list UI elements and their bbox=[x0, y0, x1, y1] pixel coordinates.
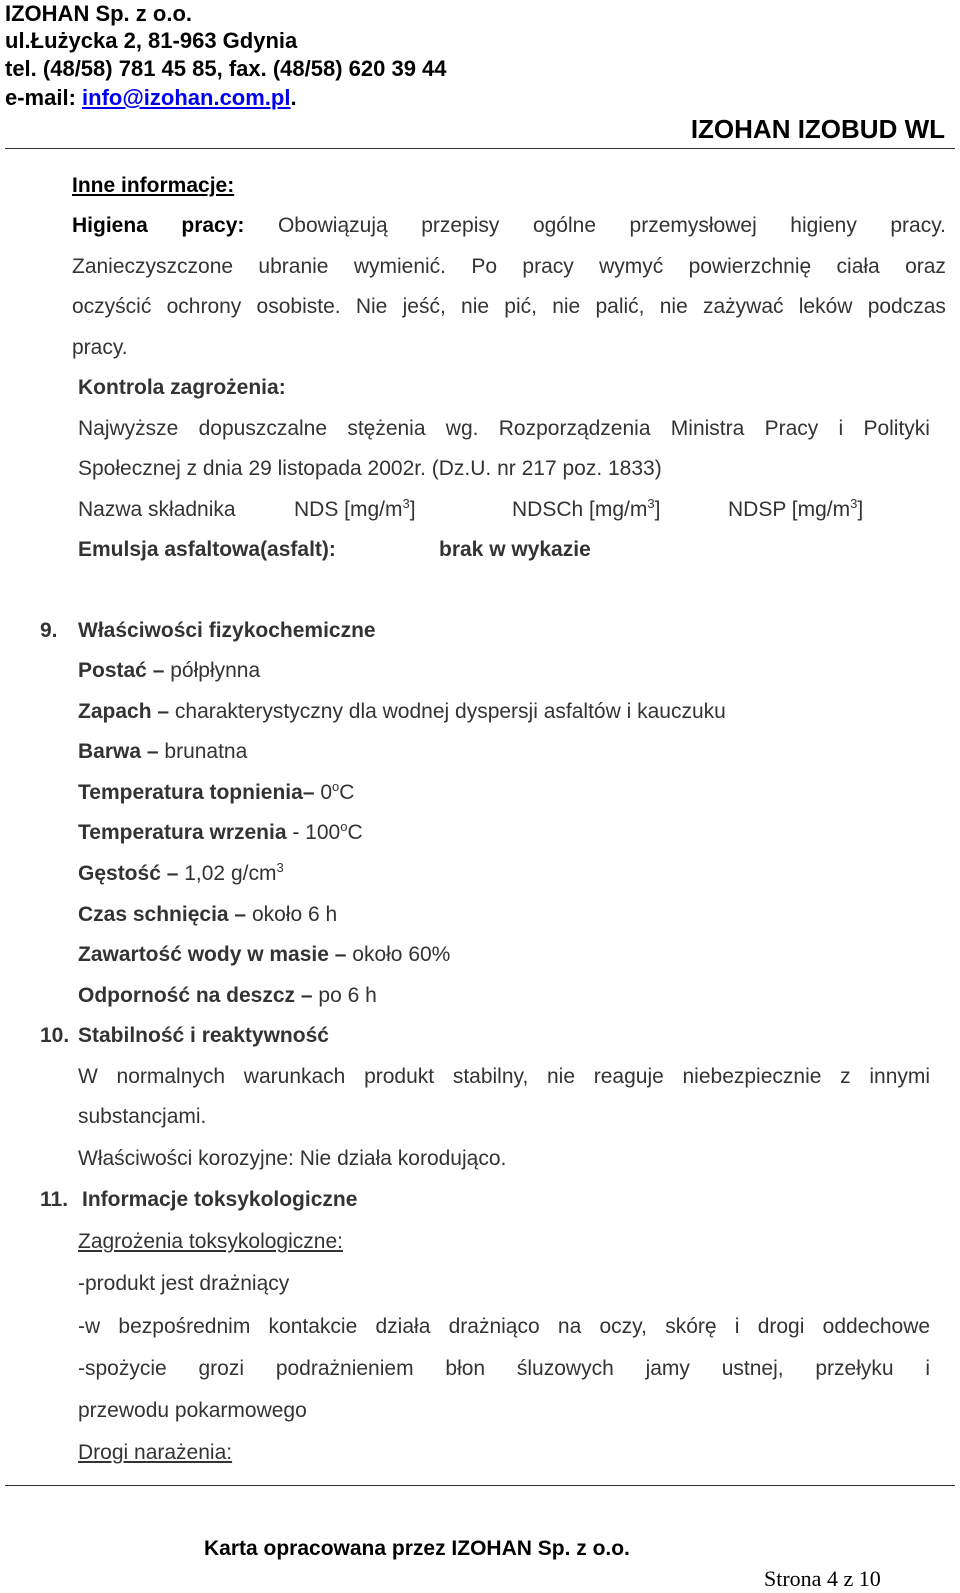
word: drażniąco bbox=[448, 1315, 540, 1338]
word: Nie bbox=[355, 295, 388, 318]
property-row bbox=[78, 657, 260, 685]
property-value: 0 bbox=[320, 780, 333, 804]
word: jamy bbox=[645, 1357, 690, 1380]
word: Po bbox=[471, 255, 498, 278]
word: kontakcie bbox=[268, 1315, 358, 1338]
property-unit: C bbox=[339, 780, 355, 804]
tox-line-2 bbox=[78, 1313, 930, 1341]
property-value: - 100 bbox=[292, 821, 341, 845]
word: ochrony bbox=[166, 295, 242, 318]
word: ciała bbox=[836, 255, 880, 278]
word: Rozporządzenia bbox=[498, 417, 651, 440]
hygiene-line-2 bbox=[72, 253, 946, 281]
control-heading: Kontrola zagrożenia: bbox=[78, 376, 286, 399]
word: na bbox=[557, 1315, 582, 1338]
section-10-number: 10. bbox=[40, 1024, 70, 1047]
property-label: Gęstość – bbox=[78, 862, 179, 885]
col-ndsp-close: ] bbox=[857, 498, 864, 521]
col-name: Nazwa składnika bbox=[78, 498, 236, 521]
property-row bbox=[78, 698, 726, 726]
word: palić, bbox=[595, 295, 645, 318]
property-sup: 3 bbox=[276, 860, 284, 875]
property-sup: o bbox=[340, 819, 348, 835]
word: skórę bbox=[665, 1315, 717, 1338]
col-ndsch bbox=[512, 496, 660, 524]
page-number: Strona 4 z 10 bbox=[764, 1566, 881, 1591]
word: niebezpiecznie bbox=[682, 1065, 822, 1088]
routes-heading: Drogi narażenia: bbox=[78, 1441, 233, 1464]
property-unit: C bbox=[347, 821, 363, 845]
word: pić, bbox=[504, 295, 537, 318]
property-row bbox=[78, 941, 450, 969]
tox-line-1: -produkt jest drażniący bbox=[78, 1272, 290, 1295]
word: -spożycie bbox=[78, 1357, 167, 1380]
word: nie bbox=[461, 295, 490, 318]
col-ndsch-close: ] bbox=[654, 498, 661, 521]
company-phone: tel. (48/58) 781 45 85, fax. (48/58) 620 39 44 bbox=[5, 56, 447, 81]
section-11-title: Informacje toksykologiczne bbox=[82, 1188, 358, 1211]
word: ubranie bbox=[258, 255, 329, 278]
hygiene-line bbox=[72, 212, 946, 240]
property-sup: o bbox=[332, 778, 340, 794]
email-suffix: . bbox=[290, 85, 297, 110]
property-label: Barwa – bbox=[78, 740, 159, 764]
stability-line-1 bbox=[78, 1063, 930, 1091]
other-info-heading: Inne informacje: bbox=[72, 174, 235, 197]
word: Najwyższe bbox=[78, 417, 179, 440]
property-row bbox=[78, 819, 363, 847]
col-nds-sup: 3 bbox=[402, 496, 410, 511]
word: powierzchnię bbox=[688, 255, 812, 278]
hygiene-line-4: pracy. bbox=[72, 336, 128, 359]
col-ndsp bbox=[728, 496, 863, 524]
word: nie bbox=[547, 1065, 576, 1088]
company-email-line bbox=[5, 84, 297, 112]
property-row bbox=[78, 860, 284, 888]
word: wg. bbox=[445, 417, 479, 440]
word: grozi bbox=[198, 1357, 245, 1380]
section-9-title: Właściwości fizykochemiczne bbox=[78, 619, 376, 642]
email-label: e-mail: bbox=[5, 85, 83, 110]
word: podrażnieniem bbox=[275, 1357, 414, 1380]
word: W bbox=[78, 1065, 98, 1088]
col-nds bbox=[294, 496, 416, 524]
component-name: Emulsja asfaltowa(asfalt): bbox=[78, 538, 336, 561]
property-value: około 6 h bbox=[251, 902, 338, 926]
hygiene-text bbox=[278, 214, 946, 237]
word: higieny bbox=[790, 214, 857, 237]
word: ogólne bbox=[532, 214, 596, 237]
company-address: ul.Łużycka 2, 81-963 Gdynia bbox=[5, 28, 298, 53]
header-rule bbox=[5, 148, 955, 149]
property-label: Czas schnięcia – bbox=[78, 902, 247, 926]
word: produkt bbox=[364, 1065, 435, 1088]
word: błon bbox=[445, 1357, 486, 1380]
product-name: IZOHAN IZOBUD WL bbox=[690, 114, 945, 144]
property-label: Zawartość wody w masie – bbox=[78, 943, 347, 967]
word: nie bbox=[552, 295, 581, 318]
word: Zanieczyszczone bbox=[72, 255, 234, 278]
hygiene-label: Higiena pracy: bbox=[72, 214, 245, 237]
word: podczas bbox=[867, 295, 946, 318]
property-label: Temperatura topnienia– bbox=[78, 780, 315, 804]
footer-text: Karta opracowana przez IZOHAN Sp. z o.o. bbox=[204, 1537, 630, 1560]
property-value: półpłynna bbox=[170, 659, 261, 682]
word: wymyć bbox=[599, 255, 664, 278]
tox-line-3 bbox=[78, 1355, 930, 1383]
col-ndsch-text: NDSCh [mg/m bbox=[512, 498, 648, 521]
col-ndsp-sup: 3 bbox=[850, 496, 858, 511]
property-row bbox=[78, 901, 337, 929]
word: ustnej, bbox=[721, 1357, 784, 1380]
footer-rule bbox=[5, 1485, 955, 1486]
word: Polityki bbox=[863, 417, 930, 440]
word: i bbox=[734, 1315, 740, 1338]
word: reaguje bbox=[593, 1065, 664, 1088]
word: przełyku bbox=[815, 1357, 894, 1380]
word: Obowiązują bbox=[277, 214, 388, 237]
property-value: po 6 h bbox=[318, 983, 377, 1007]
word: z bbox=[840, 1065, 851, 1088]
property-value: około 60% bbox=[352, 943, 451, 967]
word: bezpośrednim bbox=[118, 1315, 251, 1338]
word: oraz bbox=[905, 255, 946, 278]
word: działa bbox=[375, 1315, 431, 1338]
property-value: 1,02 g/cm bbox=[184, 862, 277, 885]
word: normalnych bbox=[116, 1065, 226, 1088]
word: wymienić. bbox=[353, 255, 447, 278]
word: pracy. bbox=[890, 214, 946, 237]
control-line-1 bbox=[78, 415, 930, 443]
word: innymi bbox=[869, 1065, 931, 1088]
property-value: brunatna bbox=[164, 740, 248, 764]
property-label: Odporność na deszcz – bbox=[78, 983, 313, 1007]
email-link[interactable]: info@izohan.com.pl bbox=[82, 85, 291, 110]
word: nie bbox=[659, 295, 688, 318]
property-row bbox=[78, 982, 377, 1010]
company-name: IZOHAN Sp. z o.o. bbox=[5, 1, 192, 26]
word: przepisy bbox=[421, 214, 500, 237]
word: osobiste. bbox=[256, 295, 341, 318]
word: Pracy bbox=[764, 417, 819, 440]
section-11-number: 11. bbox=[40, 1188, 69, 1211]
word: warunkach bbox=[243, 1065, 346, 1088]
word: oczy, bbox=[599, 1315, 647, 1338]
control-line-2: Społecznej z dnia 29 listopada 2002r. (Dz.U. nr 217 poz. 1833) bbox=[78, 457, 662, 480]
word: leków bbox=[798, 295, 853, 318]
word: stabilny, bbox=[452, 1065, 529, 1088]
word: i bbox=[925, 1357, 931, 1380]
hygiene-line-3 bbox=[72, 293, 946, 321]
word: jeść, bbox=[402, 295, 446, 318]
tox-line-4: przewodu pokarmowego bbox=[78, 1399, 307, 1422]
stability-line-2: substancjami. bbox=[78, 1105, 207, 1128]
property-row bbox=[78, 738, 247, 766]
section-10-title: Stabilność i reaktywność bbox=[78, 1024, 329, 1047]
col-ndsch-sup: 3 bbox=[647, 496, 655, 511]
property-row bbox=[78, 779, 354, 807]
col-ndsp-text: NDSP [mg/m bbox=[728, 498, 851, 521]
hazards-heading: Zagrożenia toksykologiczne: bbox=[78, 1230, 343, 1253]
word: oddechowe bbox=[822, 1315, 931, 1338]
property-value: charakterystyczny dla wodnej dyspersji asfaltów i kauczuku bbox=[174, 699, 726, 723]
word: i bbox=[838, 417, 844, 440]
word: Ministra bbox=[670, 417, 745, 440]
component-value: brak w wykazie bbox=[439, 538, 591, 561]
word: przemysłowej bbox=[629, 214, 757, 237]
word: zażywać bbox=[703, 295, 784, 318]
word: oczyścić bbox=[72, 295, 152, 318]
corrosive-line: Właściwości korozyjne: Nie działa korodująco. bbox=[78, 1147, 507, 1170]
word: drogi bbox=[757, 1315, 805, 1338]
word: śluzowych bbox=[516, 1357, 614, 1380]
property-label: Temperatura wrzenia bbox=[78, 821, 287, 845]
word: pracy bbox=[522, 255, 574, 278]
property-label: Postać – bbox=[78, 659, 165, 682]
col-nds-text: NDS [mg/m bbox=[294, 498, 403, 521]
section-9-number: 9. bbox=[40, 619, 58, 642]
word: -w bbox=[78, 1315, 101, 1338]
word: dopuszczalne bbox=[198, 417, 328, 440]
word: stężenia bbox=[347, 417, 426, 440]
col-nds-close: ] bbox=[409, 498, 416, 521]
property-label: Zapach – bbox=[78, 699, 170, 723]
